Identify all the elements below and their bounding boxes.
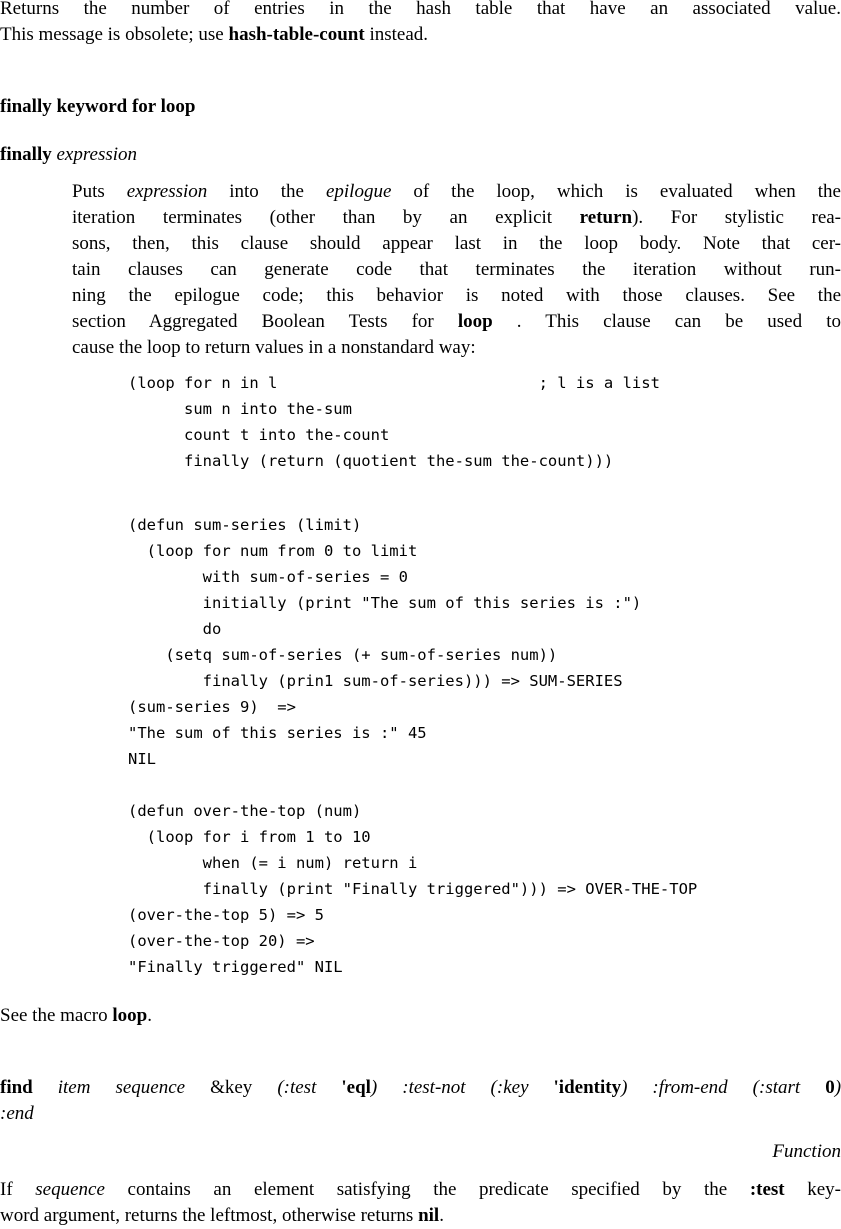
intro-text-pre: This message is obsolete; use bbox=[0, 24, 229, 45]
desc-line-3: sons, then, this clause should appear last in the loop body. Note that cer- bbox=[72, 233, 841, 254]
code-example-3: (defun over-the-top (num) (loop for i from 1 to 10 when (= i num) return i finally (print "Finally triggered"))) => OVER-THE-TOP (over-the-top 5) => 5 (over-the-top 20) => "Finally triggered" NIL bbox=[128, 802, 698, 976]
text: into the bbox=[207, 181, 326, 202]
category-label bbox=[0, 1139, 841, 1165]
text: . bbox=[439, 1205, 444, 1226]
text: nil bbox=[418, 1205, 440, 1226]
find-desc-line-1 bbox=[0, 1177, 841, 1203]
signature-line-1 bbox=[0, 1075, 841, 1101]
find-signature bbox=[0, 1075, 841, 1127]
text: :end bbox=[0, 1103, 34, 1124]
desc-line-7: cause the loop to return values in a nonstandard way: bbox=[72, 337, 476, 358]
hash-table-count-ref: hash-table-count bbox=[228, 24, 365, 45]
intro-line-2 bbox=[0, 22, 841, 48]
args: item sequence bbox=[57, 1077, 186, 1098]
function-name: find bbox=[0, 1077, 33, 1098]
text: of the loop, which is evaluated when the bbox=[391, 181, 841, 202]
text: Puts bbox=[72, 181, 127, 202]
key-word: &key bbox=[210, 1077, 253, 1098]
text: sequence bbox=[35, 1179, 105, 1200]
text: 'identity bbox=[553, 1077, 622, 1098]
heading-text: finally keyword for loop bbox=[0, 96, 196, 117]
find-description bbox=[0, 1177, 841, 1229]
text: return bbox=[579, 207, 633, 228]
text: 0 bbox=[825, 1077, 835, 1098]
syntax-keyword: finally bbox=[0, 144, 52, 165]
see-also-line bbox=[0, 1003, 152, 1029]
loop-ref: loop bbox=[112, 1005, 148, 1026]
text: . bbox=[147, 1005, 152, 1026]
intro-text: Returns the number of entries in the hash table that have an associated value. bbox=[0, 0, 841, 19]
text: ) bbox=[834, 1077, 841, 1098]
finally-description bbox=[72, 179, 841, 361]
text: :test bbox=[749, 1179, 785, 1200]
text: ) :from-end (:start bbox=[621, 1077, 801, 1098]
text: contains an element satisfying the predicate specified by the bbox=[104, 1179, 750, 1200]
text: . This clause can be used to bbox=[492, 311, 841, 332]
text: key- bbox=[784, 1179, 841, 1200]
text: ) :test-not (:key bbox=[370, 1077, 529, 1098]
code-example-1: (loop for n in l ; l is a list sum n into the-sum count t into the-count finally (return (quotient the-sum the-count))) bbox=[128, 374, 660, 470]
text: epilogue bbox=[325, 181, 392, 202]
desc-line-6 bbox=[72, 309, 841, 335]
text: If bbox=[0, 1179, 36, 1200]
syntax-arg: expression bbox=[56, 144, 138, 165]
signature-line-2 bbox=[0, 1101, 841, 1127]
find-desc-line-2 bbox=[0, 1203, 841, 1229]
syntax-line-finally bbox=[0, 142, 137, 168]
text: loop bbox=[457, 311, 493, 332]
desc-line-4: tain clauses can generate code that terminates the iteration without run- bbox=[72, 259, 841, 280]
desc-line-2 bbox=[72, 205, 841, 231]
text: 'eql bbox=[341, 1077, 371, 1098]
desc-line-1 bbox=[72, 179, 841, 205]
desc-line-5: ning the epilogue code; this behavior is noted with those clauses. See the bbox=[72, 285, 841, 306]
text: word argument, returns the leftmost, otherwise returns bbox=[0, 1205, 419, 1226]
intro-line-1 bbox=[0, 0, 841, 22]
code-example-2: (defun sum-series (limit) (loop for num from 0 to limit with sum-of-series = 0 initially (print "The sum of this series is :") do (setq sum-of-series (+ sum-of-series num)) finally (prin1 sum-of-series))) => SUM-SERIES (sum-series 9) => "The sum of this series is :" 45 NIL bbox=[128, 516, 642, 768]
text: ). For stylistic rea- bbox=[632, 207, 841, 228]
text: See the macro bbox=[0, 1005, 113, 1026]
text: section Aggregated Boolean Tests for bbox=[72, 311, 458, 332]
intro-text-post: instead. bbox=[364, 24, 429, 45]
section-heading-finally bbox=[0, 94, 195, 120]
text: (:test bbox=[277, 1077, 317, 1098]
text: expression bbox=[126, 181, 208, 202]
text: Function bbox=[772, 1141, 841, 1162]
text: iteration terminates (other than by an explicit bbox=[72, 207, 580, 228]
